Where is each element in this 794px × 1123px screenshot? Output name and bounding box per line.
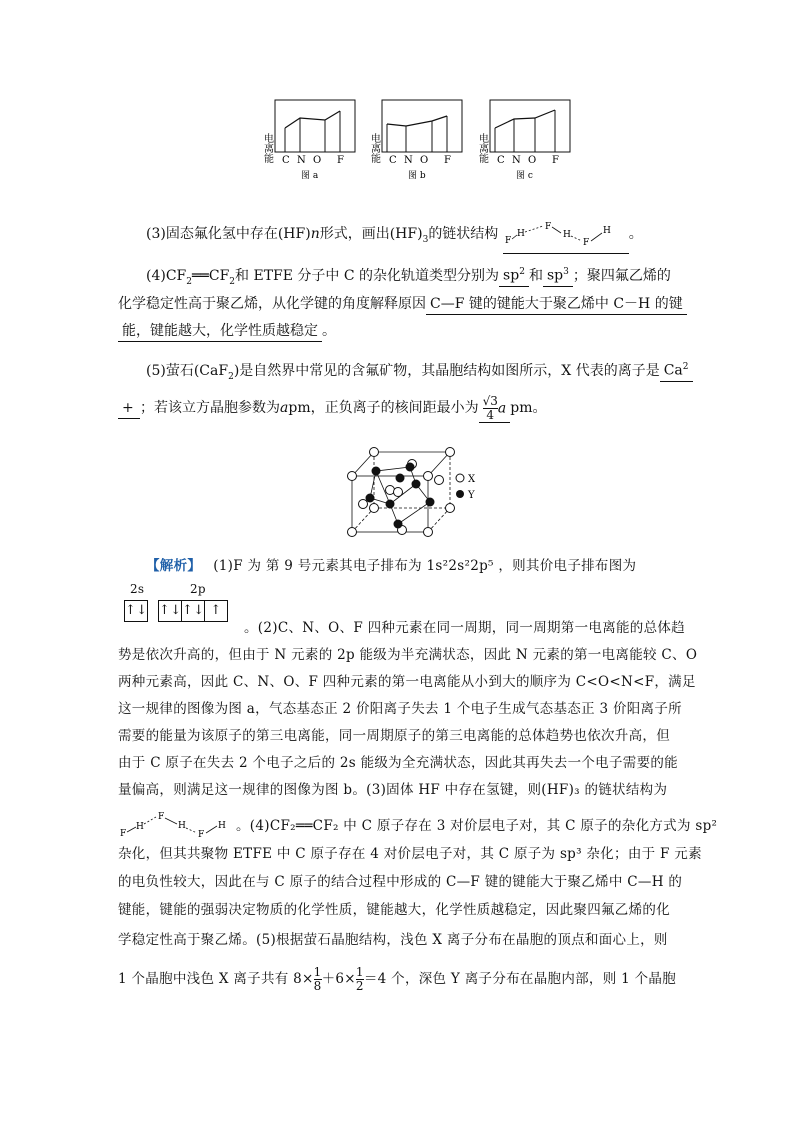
atom: H xyxy=(516,228,525,239)
t: (1)F 为 第 9 号元素其电子排布为 1s²2s²2p⁵ ，则其价电子排布图为 xyxy=(213,558,637,574)
question-4-line3 xyxy=(118,317,336,345)
q4-answer2: $sp^3$ xyxy=(543,262,573,287)
graph-caption: 图 c xyxy=(516,171,533,181)
t: ＝4 个，深色 Y 离子分布在晶胞内部，则 1 个晶胞 xyxy=(363,971,677,987)
t: 2 xyxy=(186,276,192,287)
t: 和 ETFE 分子中 C 的杂化轨道类型分别为 xyxy=(235,268,500,284)
q4-answer3-cont: 能，键能越大，化学性质越稳定 xyxy=(118,321,322,342)
t: 2 xyxy=(228,371,234,382)
atom: F xyxy=(158,812,165,822)
analysis-line4: 两种元素高，因此 C、N、O、F 四种元素的第一电离能从小到大的顺序为 C<O<N<F，满足 xyxy=(118,674,696,690)
atom: H xyxy=(602,225,611,236)
analysis-hf-chain xyxy=(118,810,240,844)
orbital-label-2s: 2s xyxy=(130,582,145,596)
crystal-figure xyxy=(340,440,490,544)
graph-b-ylabel: 电离能 xyxy=(368,133,380,163)
orbital-box: ↑ xyxy=(205,600,228,622)
analysis-line13: 学稳定性高于聚乙烯。(5)根据萤石晶胞结构，浅色 X 离子分布在晶胞的顶点和面心上，则 xyxy=(118,932,668,948)
question-3 xyxy=(146,220,643,254)
t: pm，正负离子的核间距最小为 xyxy=(288,400,479,416)
analysis-line11: 的电负性较大，因此在与 C 原子的结合过程中形成的 C—F 键的键能大于聚乙烯中 C—H 的 xyxy=(118,874,683,890)
analysis-line5: 这一规律的图像为图 a，气态基态正 2 价阳离子失去 1 个电子生成气态基态正 3 价阳离子所 xyxy=(118,701,682,717)
atom: F xyxy=(582,237,590,247)
t: ＋6× xyxy=(321,971,356,987)
t: )是自然界中常见的含氟矿物，其晶胞结构如图所示，X 代表的离子是 xyxy=(233,363,660,379)
q4-answer3: C—F 键的键能大于聚乙烯中 C－H 的键 xyxy=(426,294,687,315)
analysis-line14 xyxy=(118,965,676,993)
q3-n: n xyxy=(310,226,320,242)
q3-text: (3)固态氟化氢中存在(HF) xyxy=(146,226,311,242)
analysis-line3: 势是依次升高的，但由于 N 元素的 2p 能级为半充满状态，因此 N 元素的第一电离能较 C、O xyxy=(118,647,698,663)
tick: O xyxy=(420,155,429,166)
tick: N xyxy=(297,155,306,166)
atom: H xyxy=(218,821,226,831)
atom: H xyxy=(562,229,571,240)
analysis-line12: 键能，键能的强弱决定物质的化学性质，键能越大，化学性质越稳定，因此聚四氟乙烯的化 xyxy=(118,902,670,918)
q5-answer1: Ca$^2$ xyxy=(660,357,693,382)
atom: F xyxy=(504,235,512,246)
tick: O xyxy=(528,155,537,166)
analysis-line2: 。(2)C、N、O、F 四种元素在同一周期，同一周期第一电离能的总体趋 xyxy=(244,620,685,636)
analysis-line8: 量偏高，则满足这一规律的图像为图 b。(3)固体 HF 中存在氢键，则(HF)₃ 的链状结构为 xyxy=(118,782,668,798)
crystal-svg xyxy=(340,440,490,540)
atom: H xyxy=(178,821,186,831)
analysis-tag: 【解析】 xyxy=(146,558,202,574)
q3-end: 。 xyxy=(628,226,643,242)
t: (4)CF xyxy=(146,268,187,284)
graph-a xyxy=(258,98,358,184)
analysis-line10: 杂化，但其共聚物 ETFE 中 C 原子存在 4 对价层电子对，其 C 原子为 sp³ 杂化；由于 F 元素 xyxy=(118,846,702,862)
analysis-line6: 需要的能量为该原子的第三电离能，同一周期原子的第三电离能的总体趋势也依次升高，但 xyxy=(118,728,670,744)
question-5-line2 xyxy=(118,394,547,423)
t: 和 xyxy=(528,268,543,284)
q4-answer1: $sp^2$ xyxy=(499,262,529,287)
orbital-box: ↑↓ xyxy=(124,600,148,622)
atom: F xyxy=(198,830,205,840)
legend-x: X xyxy=(468,474,476,485)
t: ；若该立方晶胞参数为 xyxy=(140,400,280,416)
analysis-line1 xyxy=(146,552,636,580)
analysis-line9: 。(4)CF₂══CF₂ 中 C 原子存在 3 对价层电子对，其 C 原子的杂化方式为 sp² xyxy=(236,818,718,834)
graph-caption: 图 a xyxy=(301,171,319,181)
graph-b-svg xyxy=(365,98,465,184)
orbital-diagram xyxy=(124,582,244,622)
q5-answer2: $\frac{√3}{4}$ a xyxy=(479,395,511,423)
tick: N xyxy=(512,155,521,166)
t: ══CF xyxy=(192,268,230,284)
tick: C xyxy=(389,155,397,166)
atom: H xyxy=(136,822,144,832)
legend-y: Y xyxy=(468,490,475,501)
orbital-box: ↑↓ xyxy=(182,600,205,622)
tick: N xyxy=(404,155,413,166)
fraction-1-2: $\frac{1}{2}$ xyxy=(355,965,364,993)
hf-chain-svg xyxy=(503,221,629,247)
graph-c-ylabel: 电离能 xyxy=(476,133,488,163)
t: ；聚四氟乙烯的 xyxy=(572,268,671,284)
graph-a-svg xyxy=(258,98,358,184)
t: a xyxy=(280,400,289,416)
tick: C xyxy=(282,155,290,166)
graph-c xyxy=(473,98,573,184)
t: (5)萤石(CaF xyxy=(146,363,229,379)
fraction-1-8: $\frac{1}{8}$ xyxy=(313,965,322,993)
q3-text2: 形式，画出(HF) xyxy=(319,226,423,242)
t: 化学稳定性高于聚乙烯，从化学键的角度解释原因 xyxy=(118,296,426,312)
question-5-line1 xyxy=(146,357,693,391)
tick: F xyxy=(337,155,344,166)
tick: C xyxy=(497,155,505,166)
tick: F xyxy=(444,155,451,166)
t: 1 个晶胞中浅色 X 离子共有 8× xyxy=(118,971,314,987)
analysis-line7: 由于 C 原子在失去 2 个电子之后的 2s 能级为全充满状态，因此其再失去一个电子需要的能 xyxy=(118,755,678,771)
tick: O xyxy=(313,155,322,166)
graph-a-ylabel: 电离能 xyxy=(261,133,273,163)
question-4-line2 xyxy=(118,290,687,318)
t: 。 xyxy=(322,323,336,339)
graph-b xyxy=(365,98,465,184)
q3-sub: 3 xyxy=(422,234,429,245)
tick: F xyxy=(552,155,559,166)
q3-text3: 的链状结构 xyxy=(428,226,499,242)
t: 2 xyxy=(229,276,236,287)
orbital-label-2p: 2p xyxy=(190,582,206,596)
t: pm。 xyxy=(510,400,547,416)
q3-answer xyxy=(503,221,629,254)
orbital-box: ↑↓ xyxy=(158,600,182,622)
graph-c-svg xyxy=(473,98,573,184)
atom: F xyxy=(544,221,552,232)
hf-chain-analysis-svg xyxy=(118,810,240,840)
graph-caption: 图 b xyxy=(408,171,426,181)
q5-answer1-cont: + xyxy=(118,398,140,419)
atom: F xyxy=(120,829,127,839)
